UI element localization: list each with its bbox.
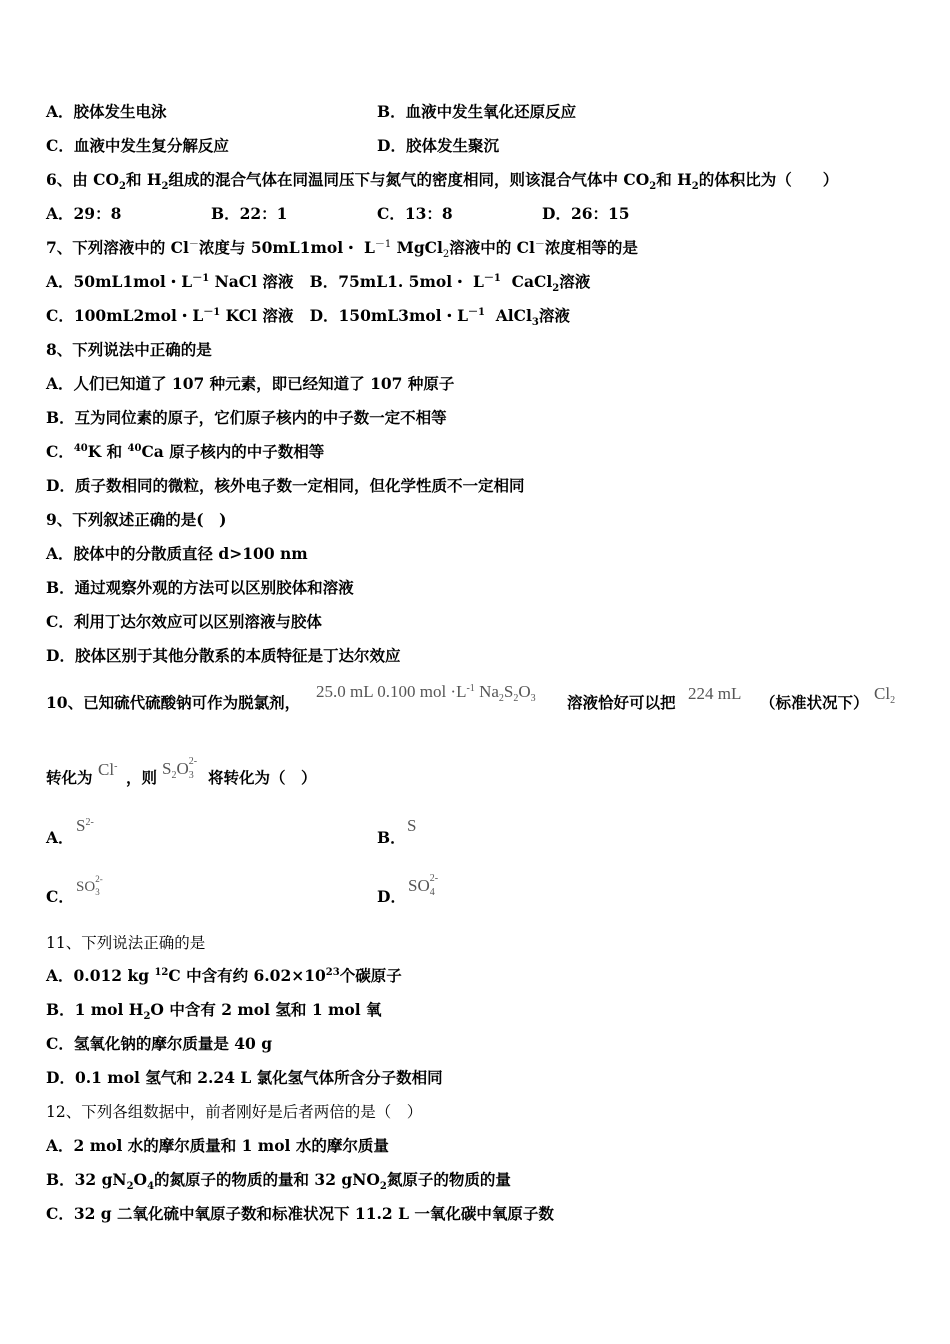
subscript: 2 [171,770,177,782]
q7-option-a-text: NaCl 溶液 [209,272,294,291]
q7-stem-part: 溶液中的 Cl [449,238,535,257]
q6-stem-part: 组成的混合气体在同温同压下与氮气的密度相同，则该混合气体中 CO [168,170,650,189]
q6-option-a [46,204,121,224]
q11-option-a-text: 个碳原子 [339,966,402,985]
q10-stem-part5 [126,768,157,788]
superscript: 40 [73,442,88,454]
q11-option-a-text: C 中含有约 6.02×10 [168,966,326,985]
formula-text: 224 mL [688,684,742,703]
q11-option-b-text: B．1 mol H [46,1000,144,1019]
subscript: 2 [498,693,504,705]
q11-option-c-text: C．氢氧化钠的摩尔质量是 40 g [46,1034,273,1053]
subscript: 3 [188,770,194,781]
subscript: 2 [649,181,657,193]
q11-option-d-text: D．0.1 mol 氢气和 2.24 L 氯化氢气体所含分子数相同 [46,1068,443,1087]
subscript: 3 [95,887,100,897]
q6-stem [46,170,839,193]
q12-option-c-text: C．32 g 二氧化硫中氧原子数和标准状况下 11.2 L 一氧化碳中氧原子数 [46,1204,554,1223]
q6-option-c-text: C．13：8 [377,204,453,223]
q10-stem-part: ，则 [126,768,158,787]
subscript: 2 [143,1011,151,1023]
q7-option-a-text: A．50mL1mol・L [46,272,193,291]
q11-option-b [46,1000,382,1023]
q6-option-b [211,204,287,224]
q8-option-b [46,408,447,428]
superscript: －1 [203,306,221,318]
q12-stem [46,1102,422,1122]
q10-option-b-label: B． [377,828,406,847]
formula-text: SO [408,876,430,895]
superscript: － [188,238,199,250]
q7-option-cd [46,306,570,329]
q12-option-b [46,1170,511,1193]
q9-option-d-text: D．胶体区别于其他分散系的本质特征是丁达尔效应 [46,646,401,665]
q7-option-b-text: B．75mL1. 5mol・ L [309,272,484,291]
q10-stem-part: 将转化为（ ） [208,768,317,787]
q5-option-a-text: A．胶体发生电泳 [46,102,167,121]
q6-stem-part: 6、由 CO [46,170,120,189]
q10-stem-part: 10、已知硫代硫酸钠可作为脱氯剂， [46,693,301,712]
q7-option-d-text: AlCl [490,306,532,325]
q11-option-c [46,1034,272,1054]
q5-option-b-text: B．血液中发生氧化还原反应 [377,102,577,121]
q7-option-b-text: CaCl [506,272,553,291]
q7-option-b-text: 溶液 [559,272,591,291]
q11-option-d [46,1068,443,1088]
q10-formula-cl-ion [98,760,117,780]
subscript: 2 [890,695,896,707]
superscript: 2- [188,756,198,767]
formula-text: 25.0 mL 0.100 mol ·L [316,682,467,701]
q5-option-b [377,102,576,122]
q7-option-c-text: KCl 溶液 [220,306,294,325]
q10-stem-part3 [760,693,869,713]
q12-option-b-text: O [133,1170,148,1189]
q10-option-d-formula [408,873,442,898]
subscript: 3 [530,693,536,705]
q6-option-d [542,204,630,224]
q11-option-a [46,966,402,986]
q8-option-b-text: B．互为同位素的原子，它们原子核内的中子数一定不相等 [46,408,447,427]
q7-stem-part: 浓度与 50mL1mol・ L [198,238,375,257]
q10-stem-part: （标准状况下） [760,693,869,712]
superscript: 2- [95,874,103,884]
q8-option-c [46,442,324,462]
q8-stem [46,340,212,360]
q6-stem-part: 和 H [126,170,162,189]
q10-option-b [377,828,406,848]
q7-option-d-text: 溶液 [538,306,570,325]
superscript: 12 [154,966,169,978]
q9-stem [46,510,226,530]
subscript: 4 [147,1181,155,1193]
q12-option-b-text: B．32 gN [46,1170,127,1189]
superscript: －1 [192,272,210,284]
q12-option-a [46,1136,389,1156]
q9-option-c [46,612,322,632]
subscript: 2 [442,249,450,261]
q9-option-b [46,578,354,598]
q7-stem-part: 7、下列溶液中的 Cl [46,238,189,257]
superscript: 40 [127,442,142,454]
superscript: 23 [325,966,340,978]
q10-formula-volume [316,682,536,705]
q10-stem-part: 溶液恰好可以把 [567,693,676,712]
superscript: 2- [429,873,439,884]
superscript: －1 [467,306,485,318]
q12-option-a-text: A．2 mol 水的摩尔质量和 1 mol 水的摩尔质量 [46,1136,389,1155]
formula-text: O [518,682,531,701]
q6-stem-part: 和 H [656,170,692,189]
q10-stem-part6 [208,768,317,788]
q6-option-a-text: A．29：8 [46,204,122,223]
formula-text: Cl [98,760,115,779]
charge-stack [188,756,201,781]
subscript: 2 [552,283,560,295]
q11-option-a-text: A．0.012 kg [46,966,155,985]
q10-formula-s2o3 [162,756,201,782]
q9-stem-text: 9、下列叙述正确的是( ) [46,510,227,529]
q10-option-d-label: D． [377,887,406,906]
q10-option-a-formula [76,816,94,836]
q10-option-c-formula [76,876,107,897]
q10-stem-part: 转化为 [46,768,93,787]
subscript: 2 [691,181,699,193]
q7-option-c-text: C．100mL2mol・L [46,306,204,325]
q10-formula-cl2 [874,684,896,707]
charge-stack [95,876,107,896]
q8-option-a-text: A．人们已知道了 107 种元素，即已经知道了 107 种原子 [46,374,455,393]
q10-stem-line1 [46,693,300,713]
q10-stem-line2 [46,768,93,788]
superscript: － [534,238,545,250]
q8-option-c-text: Ca 原子核内的中子数相等 [141,442,325,461]
subscript: 4 [429,887,435,898]
subscript: 2 [513,693,519,705]
superscript: 2- [85,816,94,828]
q10-stem-part2 [567,693,676,713]
q7-stem [46,238,638,261]
formula-text: Na [474,682,499,701]
superscript: -1 [466,682,475,694]
subscript: 2 [119,181,126,193]
q8-option-a [46,374,454,394]
q7-stem-part: MgCl [391,238,443,257]
q11-stem [46,933,205,953]
q5-option-d [377,136,499,156]
q12-option-b-text: 氮原子的物质的量 [386,1170,511,1189]
q12-option-c [46,1204,554,1224]
q11-option-b-text: O 中含有 2 mol 氢和 1 mol 氧 [150,1000,382,1019]
q8-option-c-text: K 和 [87,442,128,461]
subscript: 2 [379,1181,387,1193]
q10-formula-224 [688,684,741,704]
q7-option-d-text: D．150mL3mol・L [309,306,468,325]
q7-option-ab [46,272,591,295]
q9-option-b-text: B．通过观察外观的方法可以区别胶体和溶液 [46,578,354,597]
subscript: 2 [126,1181,134,1193]
q10-option-b-formula [407,816,416,836]
q5-option-c [46,136,229,156]
formula-text: S [407,816,417,835]
q6-option-b-text: B．22：1 [211,204,288,223]
q9-option-c-text: C．利用丁达尔效应可以区别溶液与胶体 [46,612,322,631]
q5-option-d-text: D．胶体发生聚沉 [377,136,499,155]
q8-stem-text: 8、下列说法中正确的是 [46,340,212,359]
q8-option-d [46,476,524,496]
superscript: －1 [483,272,501,284]
q8-option-d-text: D．质子数相同的微粒，核外电子数一定相同，但化学性质不一定相同 [46,476,525,495]
q6-option-c [377,204,453,224]
subscript: 2 [161,181,169,193]
formula-text: S [162,759,172,778]
q6-option-d-text: D．26：15 [542,204,630,223]
q9-option-d [46,646,400,666]
formula-text: SO [76,879,96,895]
formula-text: Cl [874,684,891,703]
q10-option-c-label: C． [46,887,74,906]
q12-stem-text: 12、下列各组数据中，前者刚好是后者两倍的是（ ） [46,1103,423,1121]
q7-stem-part: 浓度相等的是 [544,238,638,257]
q11-stem-text: 11、下列说法正确的是 [46,934,206,952]
q6-stem-part: 的体积比为（ ） [698,170,839,189]
q10-option-d [377,887,406,907]
q8-option-c-text: C． [46,442,74,461]
q5-option-c-text: C．血液中发生复分解反应 [46,136,229,155]
q5-option-a [46,102,167,122]
formula-text: O [176,759,189,778]
superscript: - [114,760,118,772]
formula-text: S [503,682,514,701]
q10-option-a [46,828,74,848]
subscript: 3 [531,317,539,329]
q12-option-b-text: 的氮原子的物质的量和 32 gNO [154,1170,380,1189]
q9-option-a [46,544,308,564]
formula-text: S [76,816,86,835]
q9-option-a-text: A．胶体中的分散质直径 d>100 nm [46,544,308,563]
q10-option-c [46,887,74,907]
superscript: －1 [374,238,392,250]
charge-stack [429,873,442,898]
q10-option-a-label: A． [46,828,74,847]
